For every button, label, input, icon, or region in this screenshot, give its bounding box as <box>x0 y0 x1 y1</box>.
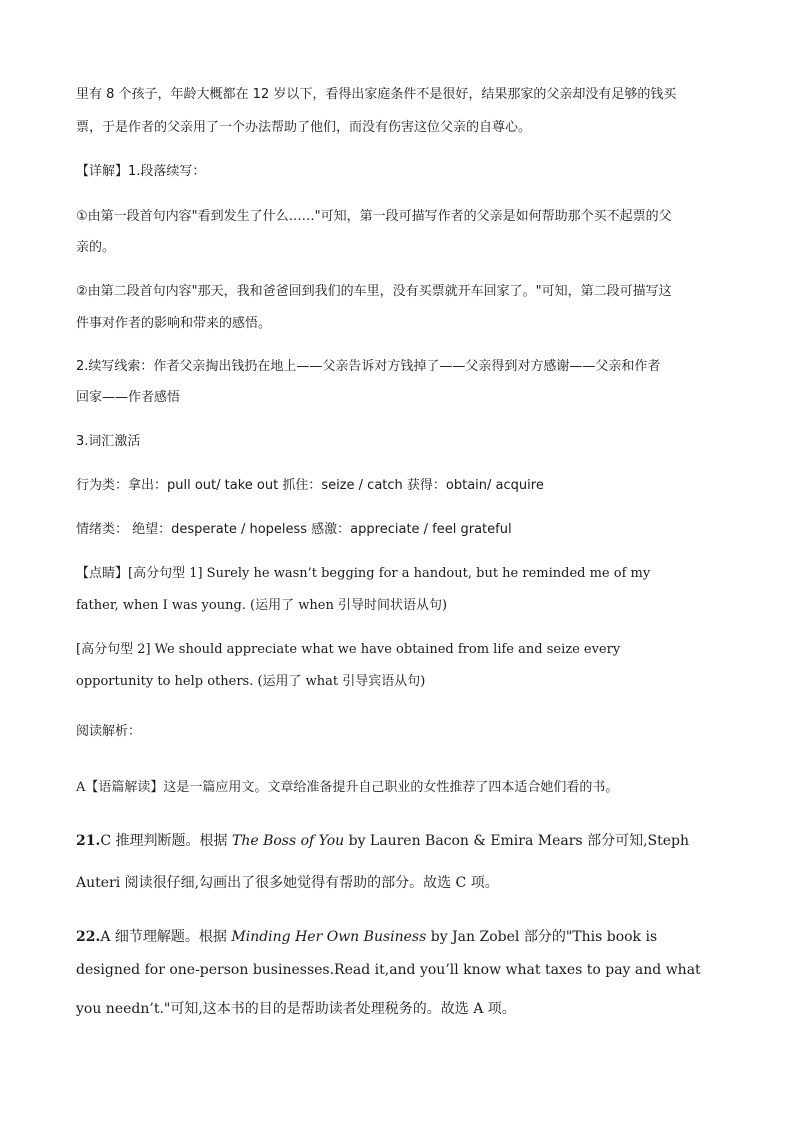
question-number: 22. <box>76 929 101 945</box>
paragraph-line: 亲的。 <box>76 240 116 255</box>
answer-letter: C <box>100 833 112 849</box>
paragraph-line: 票，于是作者的父亲用了一个办法帮助了他们，而没有伤害这位父亲的自尊心。 <box>76 120 532 135</box>
answer-letter: A <box>100 929 111 945</box>
question-number: 21. <box>76 833 101 849</box>
vocab-line-emotions: 情绪类： 绝望：desperate / hopeless 感激：appreciate / feel grateful <box>76 522 512 537</box>
question-22 <box>76 926 657 946</box>
highlight-sentence-1-cont: father, when I was young. (运用了 when 引导时间状语从句) <box>76 598 448 613</box>
vocab-heading: 3.词汇激活 <box>76 434 141 449</box>
section-heading-explanation: 【详解】1.段落续写： <box>76 164 206 179</box>
highlight-sentence-2-cont: opportunity to help others. (运用了 what 引导宾语从句) <box>76 674 426 689</box>
question-22-cont: designed for one-person businesses.Read it,and you’ll know what taxes to pay and what <box>76 962 701 978</box>
paragraph-line: 回家——作者感悟 <box>76 390 181 405</box>
vocab-line-actions: 行为类：拿出：pull out/ take out 抓住：seize / catch 获得：obtain/ acquire <box>76 478 544 493</box>
highlight-sentence-2: [高分句型 2] We should appreciate what we have obtained from life and seize every <box>76 642 621 657</box>
question-22-cont: you needn’t."可知,这本书的目的是帮助读者处理税务的。故选 A 项。 <box>76 1001 516 1017</box>
passage-summary: A【语篇解读】这是一篇应用文。文章给准备提升自己职业的女性推荐了四本适合她们看的书。 <box>76 780 619 795</box>
paragraph-line: 2.续写线索：作者父亲掏出钱扔在地上——父亲告诉对方钱掉了——父亲得到对方感谢——父亲和作者 <box>76 359 661 374</box>
paragraph-line: 里有 8 个孩子，年龄大概都在 12 岁以下，看得出家庭条件不是很好，结果那家的父亲却没有足够的钱买 <box>76 87 677 102</box>
reading-analysis-heading: 阅读解析： <box>76 724 142 739</box>
question-text: 推理判断题。根据 <box>111 833 232 849</box>
highlight-sentence-1: 【点睛】[高分句型 1] Surely he wasn’t begging for a handout, but he reminded me of my <box>76 566 651 581</box>
question-21-cont: Auteri 阅读很仔细,勾画出了很多她觉得有帮助的部分。故选 C 项。 <box>76 875 499 891</box>
paragraph-line: ①由第一段首句内容"看到发生了什么……"可知，第一段可描写作者的父亲是如何帮助那个买不起票的父 <box>76 209 672 224</box>
question-text: 细节理解题。根据 <box>110 929 232 945</box>
paragraph-line: 件事对作者的影响和带来的感悟。 <box>76 316 272 331</box>
question-21 <box>76 830 689 850</box>
book-title: Minding Her Own Business <box>231 929 427 945</box>
book-title: The Boss of You <box>231 833 345 849</box>
paragraph-line: ②由第二段首句内容"那天，我和爸爸回到我们的车里，没有买票就开车回家了。"可知，第二段可描写这 <box>76 284 672 299</box>
question-text: by Lauren Bacon & Emira Mears 部分可知,Steph <box>344 833 690 849</box>
question-text: by Jan Zobel 部分的"This book is <box>426 929 658 945</box>
